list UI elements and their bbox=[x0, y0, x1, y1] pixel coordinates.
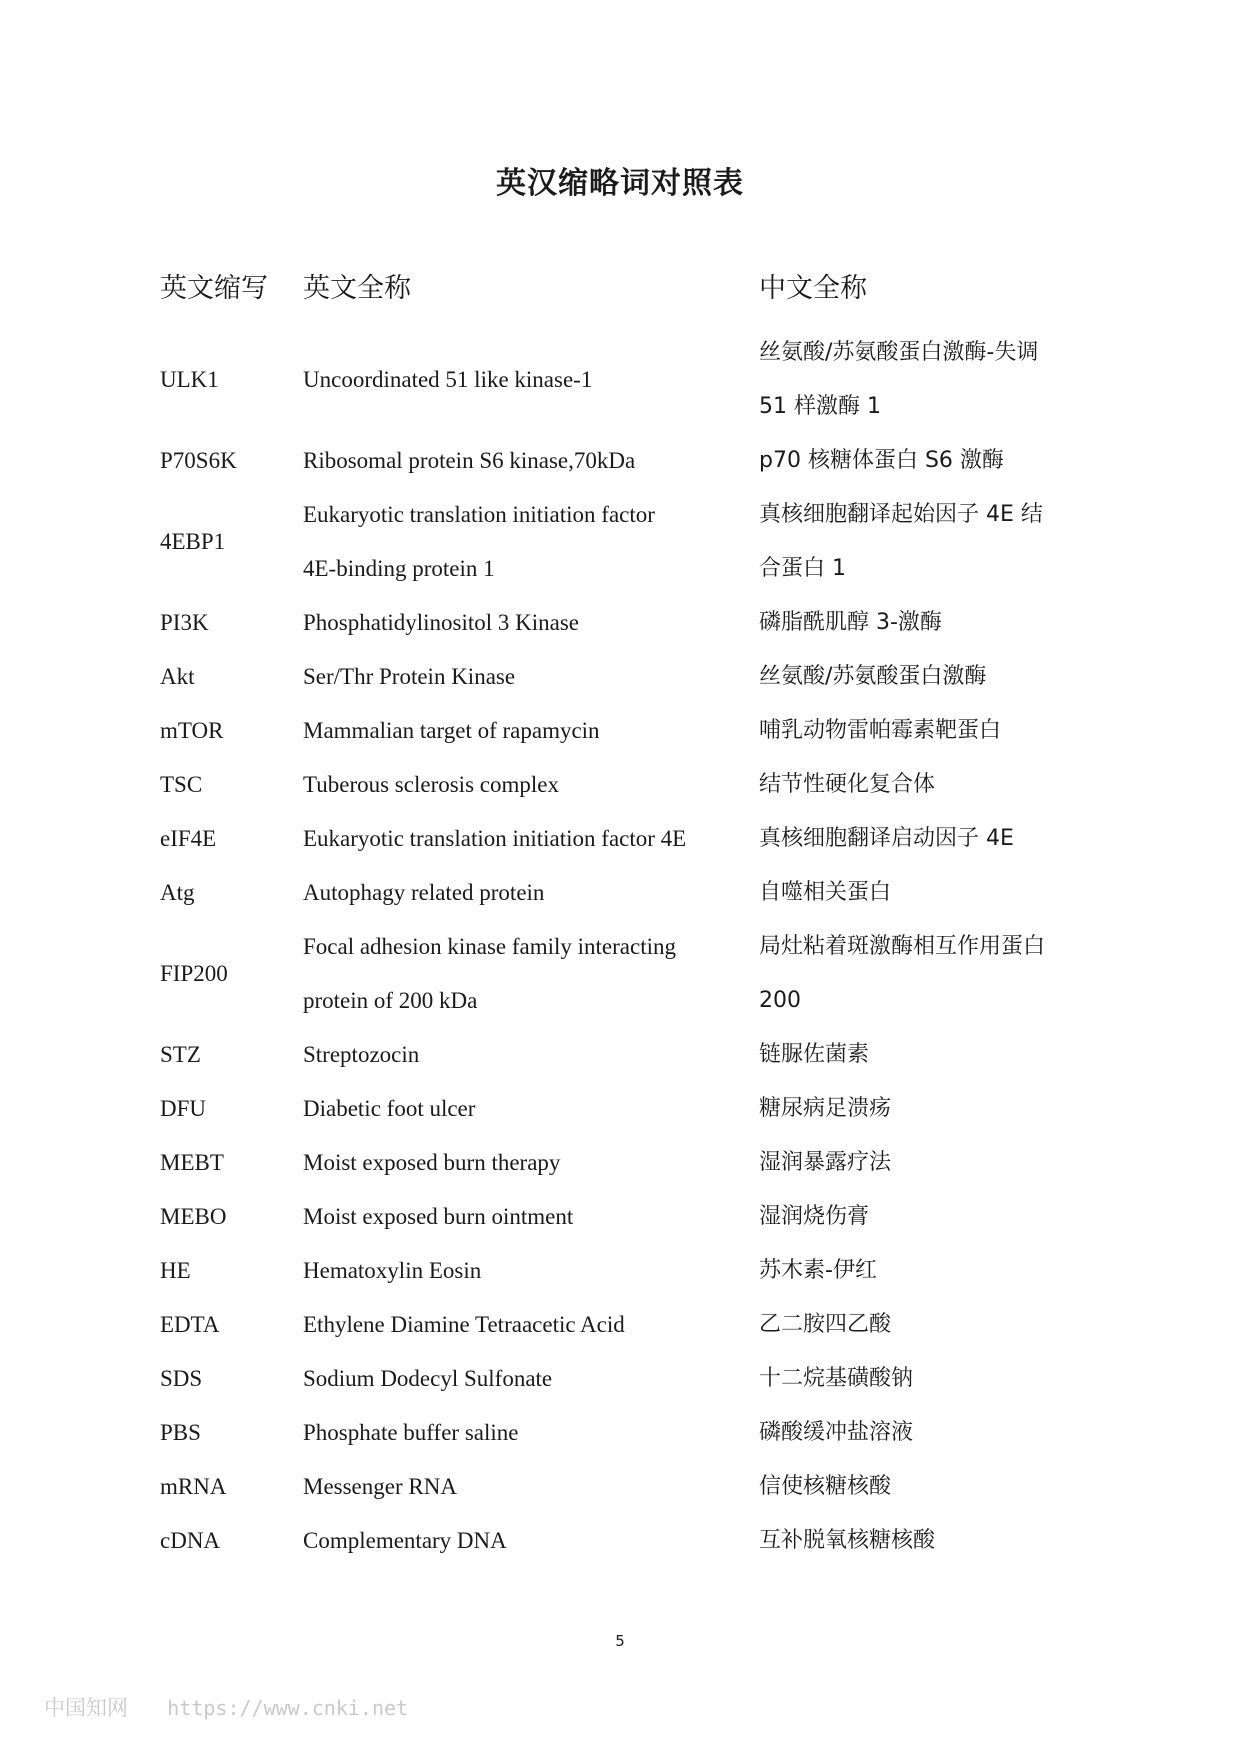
english-name-cell bbox=[303, 920, 759, 1028]
watermark-url: https://www.cnki.net bbox=[167, 1696, 409, 1720]
english-name-line: Mammalian target of rapamycin bbox=[303, 718, 600, 743]
chinese-name-line: 51 样激酶 1 bbox=[759, 394, 881, 419]
chinese-name-cell bbox=[759, 1028, 1099, 1082]
abbreviation-cell: 4EBP1 bbox=[160, 529, 226, 554]
english-name-cell bbox=[303, 704, 759, 758]
watermark bbox=[44, 1692, 408, 1722]
abbreviation-cell: MEBT bbox=[160, 1150, 224, 1175]
english-name-line: protein of 200 kDa bbox=[303, 988, 478, 1013]
chinese-name-cell bbox=[759, 866, 1099, 920]
table-row bbox=[160, 704, 1100, 758]
chinese-name-line: 磷脂酰肌醇 3-激酶 bbox=[759, 610, 942, 635]
chinese-name-line: 200 bbox=[759, 988, 801, 1013]
chinese-name-cell bbox=[759, 1514, 1099, 1568]
english-name-cell bbox=[303, 866, 759, 920]
english-name-line: Ser/Thr Protein Kinase bbox=[303, 664, 516, 689]
chinese-name-cell bbox=[759, 1082, 1099, 1136]
chinese-name-line: 互补脱氧核糖核酸 bbox=[759, 1528, 936, 1553]
abbreviation-cell: PI3K bbox=[160, 610, 209, 635]
english-name-line: Sodium Dodecyl Sulfonate bbox=[303, 1366, 553, 1391]
watermark-site: 中国知网 bbox=[44, 1696, 128, 1720]
english-name-line: Ribosomal protein S6 kinase,70kDa bbox=[303, 448, 636, 473]
table-row bbox=[160, 866, 1100, 920]
table-body bbox=[160, 326, 1100, 1568]
chinese-name-line: 哺乳动物雷帕霉素靶蛋白 bbox=[759, 718, 1002, 743]
chinese-name-cell bbox=[759, 1298, 1099, 1352]
header-abbreviation: 英文缩写 bbox=[160, 273, 268, 304]
english-name-line: Messenger RNA bbox=[303, 1474, 457, 1499]
english-name-cell bbox=[303, 758, 759, 812]
english-name-line: Eukaryotic translation initiation factor 4E bbox=[303, 826, 687, 851]
abbreviation-cell: STZ bbox=[160, 1042, 201, 1067]
english-name-cell bbox=[303, 1190, 759, 1244]
english-name-cell bbox=[303, 488, 759, 596]
chinese-name-line: 真核细胞翻译启动因子 4E bbox=[759, 826, 1014, 851]
chinese-name-line: 湿润烧伤膏 bbox=[759, 1204, 870, 1229]
english-name-line: 4E-binding protein 1 bbox=[303, 556, 495, 581]
abbreviation-cell: TSC bbox=[160, 772, 203, 797]
table-row bbox=[160, 1244, 1100, 1298]
chinese-name-line: 湿润暴露疗法 bbox=[759, 1150, 892, 1175]
english-name-line: Diabetic foot ulcer bbox=[303, 1096, 476, 1121]
abbreviation-cell: PBS bbox=[160, 1420, 201, 1445]
table-row bbox=[160, 326, 1100, 434]
abbreviation-cell: cDNA bbox=[160, 1528, 221, 1553]
english-name-cell bbox=[303, 1244, 759, 1298]
english-name-cell bbox=[303, 650, 759, 704]
english-name-line: Moist exposed burn ointment bbox=[303, 1204, 574, 1229]
chinese-name-cell bbox=[759, 1190, 1099, 1244]
english-name-cell bbox=[303, 1082, 759, 1136]
abbreviation-cell: SDS bbox=[160, 1366, 203, 1391]
abbreviation-cell: ULK1 bbox=[160, 367, 219, 392]
english-name-cell bbox=[303, 1514, 759, 1568]
chinese-name-line: 自噬相关蛋白 bbox=[759, 880, 892, 905]
chinese-name-line: p70 核糖体蛋白 S6 激酶 bbox=[759, 448, 1004, 473]
english-name-line: Autophagy related protein bbox=[303, 880, 545, 905]
chinese-name-line: 苏木素-伊红 bbox=[759, 1258, 877, 1283]
english-name-cell bbox=[303, 1136, 759, 1190]
chinese-name-cell bbox=[759, 704, 1099, 758]
chinese-name-cell bbox=[759, 1406, 1099, 1460]
abbreviation-table bbox=[160, 262, 1100, 1568]
chinese-name-line: 丝氨酸/苏氨酸蛋白激酶 bbox=[759, 664, 987, 689]
chinese-name-cell bbox=[759, 1244, 1099, 1298]
table-row bbox=[160, 812, 1100, 866]
chinese-name-cell bbox=[759, 650, 1099, 704]
chinese-name-line: 信使核糖核酸 bbox=[759, 1474, 892, 1499]
chinese-name-cell bbox=[759, 488, 1099, 596]
english-name-line: Phosphate buffer saline bbox=[303, 1420, 519, 1445]
abbreviation-cell: FIP200 bbox=[160, 961, 228, 986]
chinese-name-line: 链脲佐菌素 bbox=[759, 1042, 870, 1067]
table-row bbox=[160, 1352, 1100, 1406]
english-name-cell bbox=[303, 353, 759, 407]
english-name-cell bbox=[303, 1352, 759, 1406]
english-name-line: Hematoxylin Eosin bbox=[303, 1258, 482, 1283]
chinese-name-cell bbox=[759, 596, 1099, 650]
chinese-name-cell bbox=[759, 758, 1099, 812]
table-row bbox=[160, 1190, 1100, 1244]
table-row bbox=[160, 596, 1100, 650]
english-name-line: Ethylene Diamine Tetraacetic Acid bbox=[303, 1312, 625, 1337]
table-row bbox=[160, 1082, 1100, 1136]
table-row bbox=[160, 1028, 1100, 1082]
chinese-name-cell bbox=[759, 1136, 1099, 1190]
chinese-name-cell bbox=[759, 1352, 1099, 1406]
english-name-cell bbox=[303, 1460, 759, 1514]
english-name-line: Tuberous sclerosis complex bbox=[303, 772, 559, 797]
chinese-name-line: 糖尿病足溃疡 bbox=[759, 1096, 892, 1121]
english-name-line: Phosphatidylinositol 3 Kinase bbox=[303, 610, 579, 635]
english-name-cell bbox=[303, 1028, 759, 1082]
abbreviation-cell: DFU bbox=[160, 1096, 207, 1121]
english-name-cell bbox=[303, 1298, 759, 1352]
page-title: 英汉缩略词对照表 bbox=[496, 166, 744, 201]
english-name-line: Moist exposed burn therapy bbox=[303, 1150, 561, 1175]
page-number: 5 bbox=[615, 1632, 625, 1650]
english-name-line: Eukaryotic translation initiation factor bbox=[303, 502, 655, 527]
chinese-name-line: 真核细胞翻译起始因子 4E 结 bbox=[759, 502, 1043, 527]
abbreviation-cell: eIF4E bbox=[160, 826, 217, 851]
table-row bbox=[160, 758, 1100, 812]
chinese-name-cell bbox=[759, 812, 1099, 866]
header-chinese-full-name: 中文全称 bbox=[759, 273, 867, 304]
abbreviation-cell: mTOR bbox=[160, 718, 224, 743]
chinese-name-cell bbox=[759, 1460, 1099, 1514]
table-row bbox=[160, 920, 1100, 1028]
chinese-name-cell bbox=[759, 326, 1099, 434]
chinese-name-cell bbox=[759, 920, 1099, 1028]
chinese-name-line: 局灶粘着斑激酶相互作用蛋白 bbox=[759, 934, 1046, 959]
table-row bbox=[160, 1136, 1100, 1190]
abbreviation-cell: Atg bbox=[160, 880, 195, 905]
abbreviation-cell: mRNA bbox=[160, 1474, 227, 1499]
chinese-name-cell bbox=[759, 434, 1099, 488]
english-name-line: Focal adhesion kinase family interacting bbox=[303, 934, 676, 959]
chinese-name-line: 磷酸缓冲盐溶液 bbox=[759, 1420, 914, 1445]
table-row bbox=[160, 1406, 1100, 1460]
table-row bbox=[160, 650, 1100, 704]
chinese-name-line: 十二烷基磺酸钠 bbox=[759, 1366, 914, 1391]
table-row bbox=[160, 1298, 1100, 1352]
chinese-name-line: 乙二胺四乙酸 bbox=[759, 1312, 892, 1337]
table-row bbox=[160, 1514, 1100, 1568]
english-name-cell bbox=[303, 434, 759, 488]
table-row bbox=[160, 434, 1100, 488]
chinese-name-line: 合蛋白 1 bbox=[759, 556, 846, 581]
english-name-line: Complementary DNA bbox=[303, 1528, 507, 1553]
table-row bbox=[160, 1460, 1100, 1514]
abbreviation-cell: EDTA bbox=[160, 1312, 220, 1337]
header-english-full-name: 英文全称 bbox=[303, 273, 411, 304]
english-name-line: Uncoordinated 51 like kinase-1 bbox=[303, 367, 593, 392]
abbreviation-cell: P70S6K bbox=[160, 448, 237, 473]
abbreviation-cell: HE bbox=[160, 1258, 191, 1283]
chinese-name-line: 结节性硬化复合体 bbox=[759, 772, 936, 797]
abbreviation-cell: MEBO bbox=[160, 1204, 227, 1229]
english-name-cell bbox=[303, 812, 759, 866]
table-header bbox=[160, 262, 1100, 316]
chinese-name-line: 丝氨酸/苏氨酸蛋白激酶-失调 bbox=[759, 340, 1039, 365]
english-name-cell bbox=[303, 596, 759, 650]
english-name-cell bbox=[303, 1406, 759, 1460]
table-row bbox=[160, 488, 1100, 596]
abbreviation-cell: Akt bbox=[160, 664, 195, 689]
english-name-line: Streptozocin bbox=[303, 1042, 420, 1067]
